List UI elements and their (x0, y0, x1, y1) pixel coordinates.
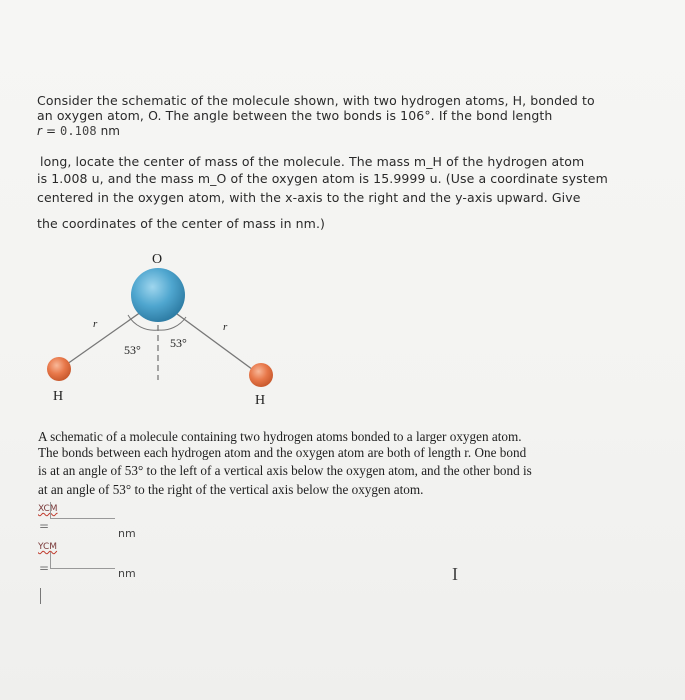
angle-label-left: 53° (124, 343, 141, 357)
bond-length-line (37, 124, 120, 138)
caption-line-2: The bonds between each hydrogen atom and the oxygen atom are both of length r. One bond (38, 445, 527, 460)
y-unit: nm (118, 567, 136, 580)
bond-label-left: r (93, 318, 98, 330)
text-cursor-icon: I (452, 564, 458, 584)
y-cm-input[interactable] (50, 552, 115, 569)
hydrogen-atom-right (249, 363, 273, 387)
oxygen-atom (131, 268, 185, 322)
r-unit: nm (96, 124, 121, 138)
r-label: r = (37, 124, 61, 138)
hydrogen-atom-left (47, 357, 71, 381)
x-unit: nm (118, 527, 136, 540)
question-line-4: is 1.008 u, and the mass m_O of the oxygen atom is 15.9999 u. (Use a coordinate system (37, 171, 608, 186)
hydrogen-label-left: H (53, 389, 64, 404)
x-equals: = (39, 519, 50, 533)
question-line-3: long, locate the center of mass of the molecule. The mass m_H of the hydrogen atom (40, 154, 585, 169)
question-line-2: an oxygen atom, O. The angle between the two bonds is 106°. If the bond length (37, 108, 553, 123)
caption-line-3: is at an angle of 53° to the left of a vertical axis below the oxygen atom, and the other bond is (38, 463, 532, 478)
y-cm-label: YCM (38, 542, 58, 552)
r-value: 0.108 (60, 124, 97, 138)
question-line-5: centered in the oxygen atom, with the x-axis to the right and the y-axis upward. Give (37, 190, 581, 205)
bond-label-right: r (223, 321, 228, 333)
question-line-1: Consider the schematic of the molecule shown, with two hydrogen atoms, H, bonded to (37, 93, 595, 108)
page-left-marker (40, 588, 41, 604)
hydrogen-label-right: H (255, 393, 266, 408)
oxygen-label: O (152, 252, 163, 267)
question-line-6: the coordinates of the center of mass in nm.) (37, 216, 326, 231)
x-cm-label: XCM (38, 504, 58, 514)
caption-line-1: A schematic of a molecule containing two hydrogen atoms bonded to a larger oxygen atom. (38, 429, 522, 444)
x-cm-input[interactable] (50, 502, 115, 519)
angle-label-right: 53° (170, 336, 187, 350)
caption-line-4: at an angle of 53° to the right of the vertical axis below the oxygen atom. (38, 482, 424, 497)
y-equals: = (39, 561, 50, 575)
